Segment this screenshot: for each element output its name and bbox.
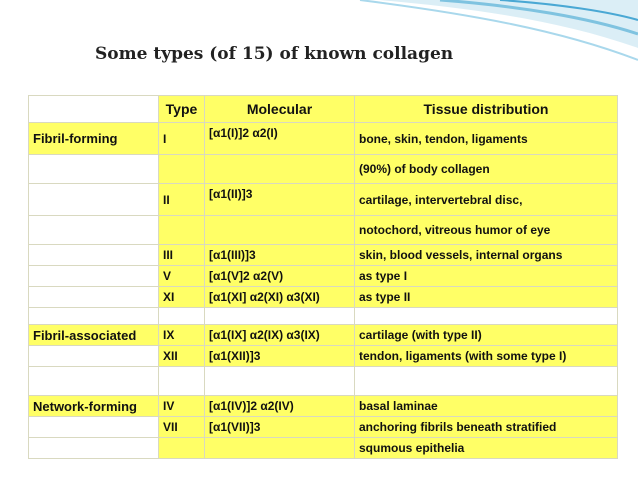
molecular-cell: [α1(IX] α2(IX) α3(IX) (205, 325, 355, 346)
table-row (29, 184, 618, 216)
tissue-cell: basal laminae (355, 396, 618, 417)
table-row-spacer (29, 308, 618, 325)
table-row (29, 216, 618, 245)
table-row (29, 266, 618, 287)
type-cell: XII (159, 346, 205, 367)
molecular-cell: [α1(IV)]2 α2(IV) (205, 396, 355, 417)
category-cell (29, 367, 159, 396)
category-cell: Fibril-associated (29, 325, 159, 346)
molecular-cell: [α1(III)]3 (205, 245, 355, 266)
molecular-cell: [α1(II)]3 (205, 184, 355, 216)
table-row-spacer (29, 367, 618, 396)
tissue-cell: tendon, ligaments (with some type I) (355, 346, 618, 367)
table-row (29, 325, 618, 346)
header-tissue: Tissue distribution (355, 96, 618, 123)
collagen-table (28, 95, 618, 459)
tissue-cell: anchoring fibrils beneath stratified (355, 417, 618, 438)
molecular-cell: [α1(XI] α2(XI) α3(XI) (205, 287, 355, 308)
tissue-cell: (90%) of body collagen (355, 155, 618, 184)
category-cell (29, 216, 159, 245)
category-cell (29, 287, 159, 308)
table-row (29, 123, 618, 155)
molecular-cell (205, 367, 355, 396)
table-row (29, 245, 618, 266)
molecular-cell (205, 155, 355, 184)
category-cell (29, 308, 159, 325)
category-cell: Fibril-forming (29, 123, 159, 155)
table-row (29, 438, 618, 459)
molecular-cell: [α1(XII)]3 (205, 346, 355, 367)
molecular-cell (205, 438, 355, 459)
table-row (29, 287, 618, 308)
tissue-cell: notochord, vitreous humor of eye (355, 216, 618, 245)
header-empty-cell (29, 96, 159, 123)
tissue-cell: bone, skin, tendon, ligaments (355, 123, 618, 155)
type-cell (159, 438, 205, 459)
category-cell (29, 266, 159, 287)
type-cell: IX (159, 325, 205, 346)
tissue-cell: cartilage (with type II) (355, 325, 618, 346)
type-cell (159, 308, 205, 325)
tissue-cell (355, 308, 618, 325)
category-cell: Network-forming (29, 396, 159, 417)
tissue-cell: cartilage, intervertebral disc, (355, 184, 618, 216)
table-row (29, 155, 618, 184)
tissue-cell: squmous epithelia (355, 438, 618, 459)
category-cell (29, 438, 159, 459)
table-row (29, 417, 618, 438)
type-cell (159, 367, 205, 396)
tissue-cell (355, 367, 618, 396)
molecular-cell (205, 216, 355, 245)
type-cell: XI (159, 287, 205, 308)
type-cell: VII (159, 417, 205, 438)
category-cell (29, 346, 159, 367)
decorative-swoosh (0, 0, 638, 80)
type-cell: I (159, 123, 205, 155)
category-cell (29, 245, 159, 266)
category-cell (29, 417, 159, 438)
header-type: Type (159, 96, 205, 123)
type-cell: IV (159, 396, 205, 417)
molecular-cell: [α1(I)]2 α2(I) (205, 123, 355, 155)
category-cell (29, 184, 159, 216)
molecular-cell: [α1(V]2 α2(V) (205, 266, 355, 287)
table-header-row (29, 96, 618, 123)
tissue-cell: as type I (355, 266, 618, 287)
header-molecular: Molecular (205, 96, 355, 123)
type-cell: V (159, 266, 205, 287)
type-cell (159, 155, 205, 184)
type-cell (159, 216, 205, 245)
type-cell: III (159, 245, 205, 266)
category-cell (29, 155, 159, 184)
molecular-cell (205, 308, 355, 325)
tissue-cell: skin, blood vessels, internal organs (355, 245, 618, 266)
table-row (29, 346, 618, 367)
table-row (29, 396, 618, 417)
type-cell: II (159, 184, 205, 216)
tissue-cell: as type II (355, 287, 618, 308)
molecular-cell: [α1(VII)]3 (205, 417, 355, 438)
slide-title: Some types (of 15) of known collagen (95, 44, 454, 64)
